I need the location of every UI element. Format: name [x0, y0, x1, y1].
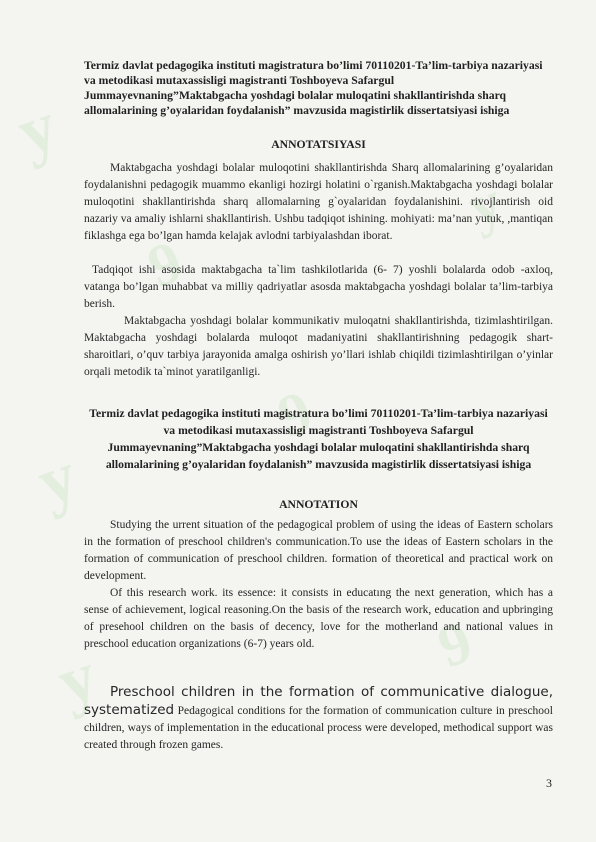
watermark-mark: y: [459, 167, 511, 241]
uz-heading: Termiz davlat pedagogika instituti magistratura bo’limi 70110201-Ta’lim-tarbiya nazariyasi va metodikasi mutaxassisligi magistranti Toshboyeva Safargul Jummayevnaning”Maktabgacha yoshdagi bolalar muloqatini shakllantirishda sharq allomalarining g’oyalaridan foydalanish” mavzusida magistirlik dissertatsiyasi ishiga: [84, 59, 543, 117]
uz-paragraph-3: Maktabgacha yoshdagi bolalar kommunikativ muloqatni shakllantirishda, tizimlashtirilgan. Maktabgacha yoshdagi bolalarda muloqot madaniyatini shakllantirishning pedagogik shart-sharoitlari, o’quv tarbiya jarayonida amalga oshirish yo’llari ishlab chiqildi tizimlashtirilgan o’yinlar orqali metodik ta`minot yaratilganligi.: [84, 315, 553, 378]
page-number: 3: [546, 776, 552, 790]
en-heading: Termiz davlat pedagogika instituti magistratura bo’limi 70110201-Ta’lim-tarbiya nazariyasi va metodikasi mutaxassisligi magistranti Toshboyeva Safargul Jummayevnaning”Maktabgacha yoshdagi bolalar muloqatini shakllantirishda sharq allomalarining g’oyalaridan foydalanish” mavzusida magistirlik dissertatsiyasi ishiga: [89, 407, 548, 471]
en-title: ANNOTATION: [279, 498, 358, 511]
uz-title: ANNOTATSIYASI: [271, 138, 366, 151]
en-paragraph-2: Of this research work. its essence: it consists in educatıng the next generation, which has a sense of achievement, logical reasoning.On the basis of the research work, education and upbringing of presehool children on the basis of decency, love for the motherland and national values in preschool education organizations (6-7) years old.: [84, 587, 553, 650]
en-paragraph-3: [84, 684, 553, 754]
en-paragraph-3-rest: Pedagogical conditions for the formation of communication culture in preschool children, ways of implementation in the educational process were developed, methodical support was created through frozen games.: [84, 705, 553, 751]
watermark-mark: y: [7, 87, 67, 172]
en-paragraph-1: Studying the urrent situation of the pedagogical problem of using the ideas of Eastern scholars in the formation of preschool children's communication.To use the ideas of Eastern scholars in the formation of communication of preschool children. formation of theoretical and practical work on development.: [84, 519, 553, 582]
watermark-mark: 9: [269, 377, 321, 451]
en-paragraph-3-lead: Preschool children in the formation of communicative dialogue, systematized: [84, 684, 553, 718]
uz-paragraph-2: Tadqiqot ishi asosida maktabgacha ta`lim tashkilotlarida (6- 7) yoshli bolalarda odob -axloq, vatanga bo’lgan muhabbat va milliy qadriyatlar asosda maktabgacha yoshdagi bolalar ta’lim-tarbiya berish.: [84, 264, 553, 310]
watermark-mark: 9: [139, 227, 191, 301]
watermark-mark: y: [47, 637, 107, 722]
watermark-mark: y: [27, 437, 87, 522]
uz-paragraph-1: Maktabgacha yoshdagi bolalar muloqotini shakllantirishda Sharq allomalarining g’oyalaridan foydalanishni pedagogik muammo ekanligi hozirgi holatini o`rganish.Maktabgacha yoshdagi bolalar muloqotini shakllantirishda sharq allomalarning g`oyalaridan foydalanishini. rivojlantirish oid nazariy va amaliy ishlarni shakllantirish. Ushbu tadqiqot ishining. mohiyati: ma’nan yutuk, ,mantiqan fiklashga ega bo’lgan hamda kelajak avlodni tarbiyalashdan iborat.: [84, 162, 553, 242]
watermark-mark: 9: [429, 607, 481, 681]
